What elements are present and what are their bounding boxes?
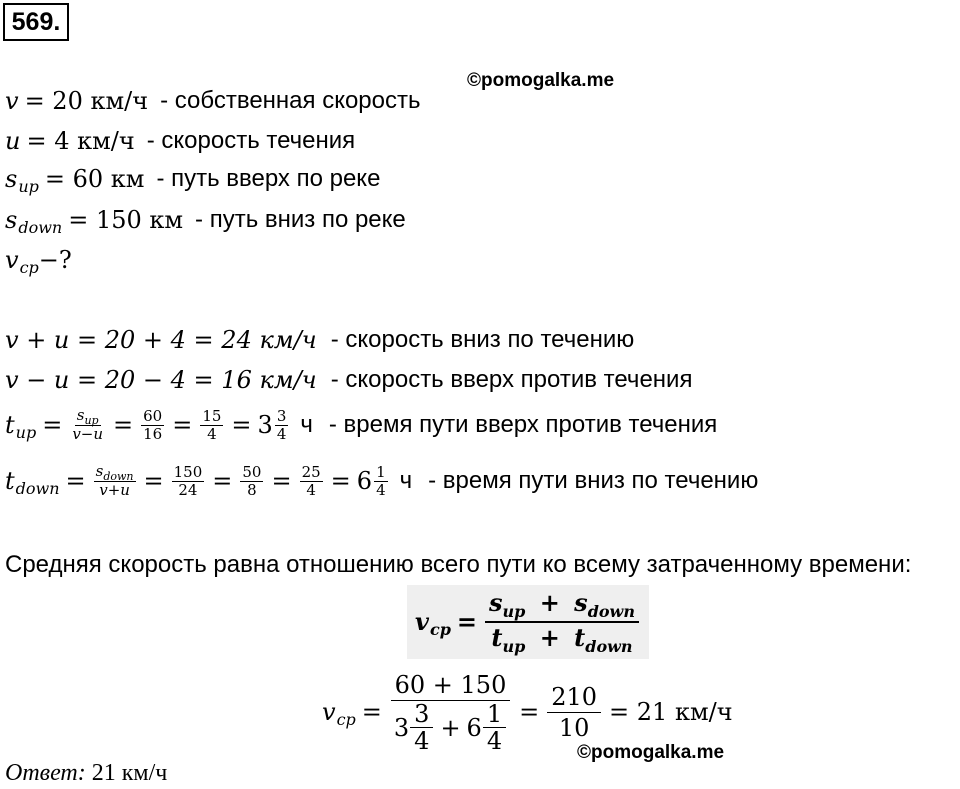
given-var: v: [5, 87, 19, 115]
given-expr: = 4 км/ч: [26, 127, 135, 155]
given-sub: down: [18, 218, 63, 237]
answer-label: Ответ:: [5, 760, 86, 786]
computation-fraction-result: $\frac{210}{10}$: [547, 682, 601, 743]
downstream-speed-line: [5, 325, 634, 355]
upstream-speed-line: [5, 365, 692, 395]
t-down-lhs: t: [5, 467, 15, 495]
upstream-speed-expr: v − u = 20 − 4 = 16 км/ч: [5, 366, 317, 394]
t-down-fraction-values: $\frac{150}{24}$: [173, 462, 203, 499]
given-sub: cp: [19, 258, 39, 277]
given-expr: = 20 км/ч: [24, 87, 149, 115]
given-desc: - скорость течения: [146, 127, 356, 154]
t-down-mixed-number: 6 $\frac{1}{4}$: [356, 462, 386, 499]
given-line-v-cp: [5, 245, 72, 275]
t-up-unit: ч: [300, 411, 313, 438]
t-up-lhs: t: [5, 411, 15, 439]
given-line-s-up: [5, 164, 380, 194]
given-sub: up: [18, 177, 39, 196]
given-desc: - собственная скорость: [160, 87, 421, 114]
t-down-unit: ч: [399, 467, 413, 494]
explanation-text: Средняя скорость равна отношению всего пути ко всему затраченному времени:: [5, 551, 912, 578]
t-down-desc: - время пути вниз по течению: [428, 467, 759, 494]
given-desc: - путь вниз по реке: [195, 206, 406, 233]
average-speed-formula: v cp = $\frac{s_{up} + s_{down}}{t_{up} + t_{down}}$: [407, 585, 649, 659]
t-down-lhs-sub: down: [15, 479, 60, 498]
answer-line: [5, 760, 167, 787]
given-line-s-down: [5, 205, 406, 235]
given-expr: = 60 км: [44, 165, 145, 193]
given-expr: −?: [38, 246, 72, 274]
t-up-mixed-number: 3 $\frac{3}{4}$: [257, 406, 287, 443]
upstream-speed-desc: - скорость вверх против течения: [330, 366, 693, 393]
watermark-top: ©pomogalka.me: [467, 70, 615, 91]
t-down-fraction-formula: $\frac{s_{down}}{v+u}$: [95, 462, 134, 499]
watermark-bottom: ©pomogalka.me: [577, 742, 725, 763]
computation-result: = 21 км/ч: [609, 698, 733, 726]
downstream-speed-expr: v + u = 20 + 4 = 24 км/ч: [5, 326, 317, 354]
downstream-speed-desc: - скорость вниз по течению: [330, 326, 635, 353]
average-speed-computation: v cp = 60 + 150 3 $\frac{3}{4}$ + 6 $\frac{1}{4}$ = $\frac{210}{10}$ = 21 км/ч: [322, 671, 733, 755]
computation-fraction-main: 60 + 150 3 $\frac{3}{4}$ + 6 $\frac{1}{4}$: [390, 670, 511, 754]
t-up-fraction-reduced: $\frac{15}{4}$: [202, 406, 222, 443]
given-desc: - путь вверх по реке: [156, 165, 381, 192]
given-line-u: [5, 126, 355, 156]
given-line-v: [5, 86, 421, 116]
given-var: u: [5, 127, 21, 155]
t-down-fraction-final: $\frac{25}{4}$: [301, 462, 321, 499]
answer-value: 21 км/ч: [91, 760, 168, 786]
t-down-fraction-reduced: $\frac{50}{8}$: [242, 462, 262, 499]
t-down-line: t down = $\frac{s_{down}}{v+u}$ = $\frac{150}{24}$ = $\frac{50}{8}$ = $\frac{25}{4}$ = 6 $\frac{1}{4}$ ч - время пути вниз по течению: [5, 455, 758, 507]
given-var: v: [5, 246, 19, 274]
problem-number: 569.: [3, 3, 69, 41]
given-var: s: [5, 206, 18, 234]
t-up-fraction-values: $\frac{60}{16}$: [143, 406, 163, 443]
t-up-desc: - время пути вверх против течения: [328, 411, 718, 438]
given-var: s: [5, 165, 18, 193]
t-up-line: t up = $\frac{s_{up}}{v-u}$ = $\frac{60}{16}$ = $\frac{15}{4}$ = 3 $\frac{3}{4}$ ч - время пути вверх против течения: [5, 400, 717, 450]
given-expr: = 150 км: [68, 206, 184, 234]
t-up-fraction-formula: $\frac{s_{up}}{v-u}$: [72, 406, 104, 443]
t-up-lhs-sub: up: [15, 423, 37, 442]
